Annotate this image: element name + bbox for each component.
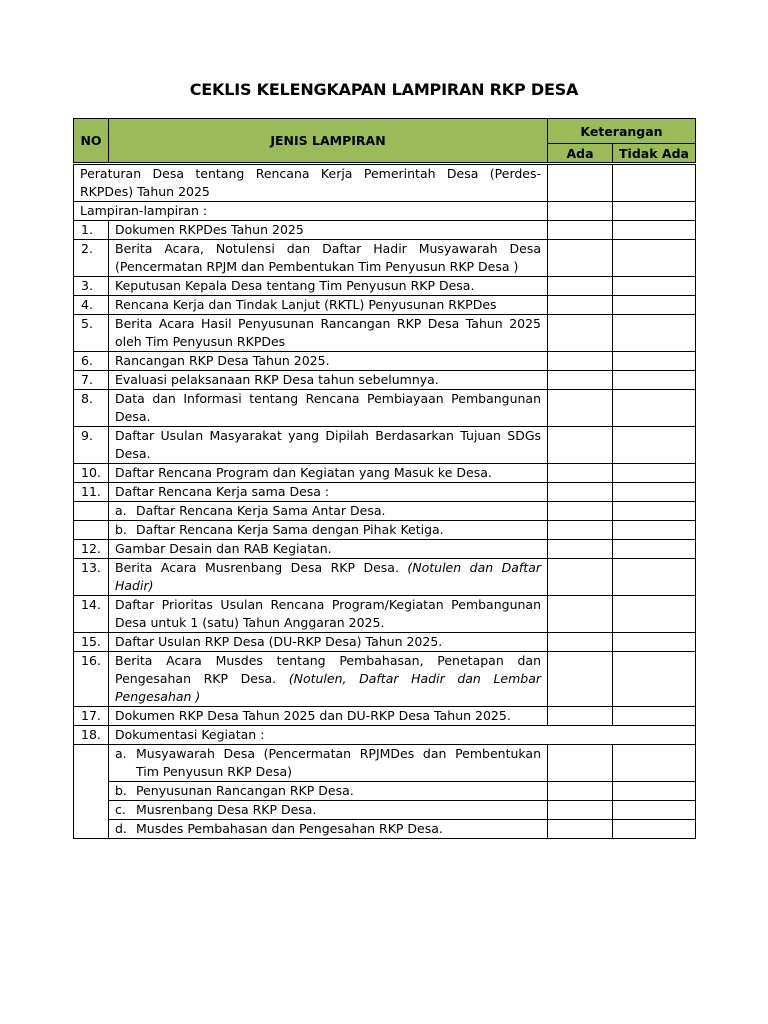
checkbox-ada[interactable]	[548, 464, 613, 483]
item-number: 11.	[74, 483, 109, 502]
checkbox-ada[interactable]	[548, 240, 613, 277]
checkbox-tidak-ada[interactable]	[613, 820, 696, 839]
checkbox-ada[interactable]	[548, 633, 613, 652]
checkbox-tidak-ada[interactable]	[613, 202, 696, 221]
table-row	[74, 296, 696, 315]
col-no-header: NO	[74, 119, 109, 163]
checkbox-tidak-ada[interactable]	[613, 315, 696, 352]
table-row	[74, 633, 696, 652]
table-row	[74, 464, 696, 483]
checkbox-tidak-ada[interactable]	[613, 464, 696, 483]
item-text: Daftar Usulan Masyarakat yang Dipilah Berdasarkan Tujuan SDGs Desa.	[109, 427, 548, 464]
item-number: 17.	[74, 707, 109, 726]
table-row	[74, 559, 696, 596]
checkbox-ada[interactable]	[548, 202, 613, 221]
checkbox-tidak-ada[interactable]	[613, 165, 696, 202]
item-number: 6.	[74, 352, 109, 371]
table-row	[74, 483, 696, 502]
item-text: Daftar Rencana Kerja sama Desa :	[109, 483, 548, 502]
item-number: 12.	[74, 540, 109, 559]
checkbox-ada[interactable]	[548, 559, 613, 596]
checkbox-ada[interactable]	[548, 352, 613, 371]
checkbox-ada[interactable]	[548, 820, 613, 839]
checkbox-ada[interactable]	[548, 782, 613, 801]
item-number: 2.	[74, 240, 109, 277]
checkbox-ada[interactable]	[548, 296, 613, 315]
col-jenis-header: JENIS LAMPIRAN	[109, 119, 548, 163]
checkbox-tidak-ada[interactable]	[613, 221, 696, 240]
table-row	[74, 745, 696, 782]
checkbox-tidak-ada[interactable]	[613, 707, 696, 726]
item-text: Evaluasi pelaksanaan RKP Desa tahun sebelumnya.	[109, 371, 548, 390]
sub-item-letter: b.	[115, 783, 127, 798]
item-text: Rencana Kerja dan Tindak Lanjut (RKTL) Penyusunan RKPDes	[109, 296, 548, 315]
checkbox-ada[interactable]	[548, 521, 613, 540]
checkbox-tidak-ada[interactable]	[613, 502, 696, 521]
item-text: Daftar Usulan RKP Desa (DU-RKP Desa) Tahun 2025.	[109, 633, 548, 652]
header-table	[73, 118, 696, 163]
checkbox-tidak-ada[interactable]	[613, 296, 696, 315]
checkbox-tidak-ada[interactable]	[613, 371, 696, 390]
checkbox-ada[interactable]	[548, 390, 613, 427]
item-number: 15.	[74, 633, 109, 652]
intro-text: Peraturan Desa tentang Rencana Kerja Pemerintah Desa (Perdes-RKPDes) Tahun 2025	[74, 165, 548, 202]
item-number: 13.	[74, 559, 109, 596]
col-ada-header: Ada	[548, 144, 613, 163]
item-text: Data dan Informasi tentang Rencana Pembiayaan Pembangunan Desa.	[109, 390, 548, 427]
checkbox-tidak-ada[interactable]	[613, 745, 696, 782]
table-row	[74, 371, 696, 390]
checkbox-ada[interactable]	[548, 221, 613, 240]
checkbox-tidak-ada[interactable]	[613, 240, 696, 277]
sub-item-text: Daftar Rencana Kerja Sama Antar Desa.	[136, 503, 386, 518]
col-tidak-ada-header: Tidak Ada	[613, 144, 696, 163]
table-row	[74, 726, 696, 745]
table-row	[74, 782, 696, 801]
item-text: Berita Acara Musrenbang Desa RKP Desa. (Notulen dan Daftar Hadir)	[109, 559, 548, 596]
table-row	[74, 390, 696, 427]
checkbox-tidak-ada[interactable]	[613, 483, 696, 502]
checkbox-tidak-ada[interactable]	[613, 559, 696, 596]
checkbox-tidak-ada[interactable]	[613, 540, 696, 559]
lampiran-label: Lampiran-lampiran :	[74, 202, 548, 221]
checkbox-ada[interactable]	[548, 315, 613, 352]
table-row	[74, 277, 696, 296]
item-text: Dokumentasi Kegiatan :	[109, 726, 696, 745]
checkbox-tidak-ada[interactable]	[613, 633, 696, 652]
checkbox-ada[interactable]	[548, 427, 613, 464]
checkbox-tidak-ada[interactable]	[613, 277, 696, 296]
table-row	[74, 315, 696, 352]
item-text: Gambar Desain dan RAB Kegiatan.	[109, 540, 548, 559]
checkbox-ada[interactable]	[548, 596, 613, 633]
table-row	[74, 221, 696, 240]
sub-item-letter: b.	[115, 522, 127, 537]
table-row	[74, 707, 696, 726]
item-number: 3.	[74, 277, 109, 296]
table-row	[74, 820, 696, 839]
item-text: Dokumen RKP Desa Tahun 2025 dan DU-RKP Desa Tahun 2025.	[109, 707, 548, 726]
table-row	[74, 540, 696, 559]
table-row	[74, 352, 696, 371]
item-text: Daftar Prioritas Usulan Rencana Program/Kegiatan Pembangunan Desa untuk 1 (satu) Tahun Anggaran 2025.	[109, 596, 548, 633]
sub-item-text: Musdes Pembahasan dan Pengesahan RKP Desa.	[136, 821, 443, 836]
item-number: 4.	[74, 296, 109, 315]
sub-item-letter: a.	[115, 503, 127, 518]
sub-item-text: Daftar Rencana Kerja Sama dengan Pihak Ketiga.	[136, 522, 444, 537]
checkbox-tidak-ada[interactable]	[613, 427, 696, 464]
table-row	[74, 427, 696, 464]
item-number: 9.	[74, 427, 109, 464]
item-text: Rancangan RKP Desa Tahun 2025.	[109, 352, 548, 371]
checkbox-tidak-ada[interactable]	[613, 390, 696, 427]
item-number: 8.	[74, 390, 109, 427]
checkbox-tidak-ada[interactable]	[613, 652, 696, 707]
table-row	[74, 521, 696, 540]
item-text: Dokumen RKPDes Tahun 2025	[109, 221, 548, 240]
checkbox-ada[interactable]	[548, 371, 613, 390]
item-text: Berita Acara Musdes tentang Pembahasan, Penetapan dan Pengesahan RKP Desa. (Notulen, Daftar Hadir dan Lembar Pengesahan )	[109, 652, 548, 707]
sub-item-letter: c.	[115, 802, 126, 817]
item-number: 14.	[74, 596, 109, 633]
item-note: (Notulen, Daftar Hadir dan Lembar Pengesahan )	[115, 671, 542, 704]
table-row	[74, 596, 696, 633]
item-number: 1.	[74, 221, 109, 240]
item-text: Berita Acara Hasil Penyusunan Rancangan RKP Desa Tahun 2025 oleh Tim Penyusun RKPDes	[109, 315, 548, 352]
item-number: 10.	[74, 464, 109, 483]
table-row	[74, 801, 696, 820]
item-number: 16.	[74, 652, 109, 707]
table-row	[74, 502, 696, 521]
col-keterangan-header: Keterangan	[548, 119, 696, 144]
checkbox-tidak-ada[interactable]	[613, 782, 696, 801]
sub-item-text: Musyawarah Desa (Pencermatan RPJMDes dan Pembentukan Tim Penyusun RKP Desa)	[136, 746, 542, 779]
checkbox-tidak-ada[interactable]	[613, 521, 696, 540]
checkbox-ada[interactable]	[548, 165, 613, 202]
item-number: 7.	[74, 371, 109, 390]
sub-item-text: Musrenbang Desa RKP Desa.	[136, 802, 317, 817]
checkbox-ada[interactable]	[548, 707, 613, 726]
table-row	[74, 240, 696, 277]
checkbox-tidak-ada[interactable]	[613, 352, 696, 371]
sub-item-letter: a.	[115, 746, 127, 761]
item-text: Berita Acara, Notulensi dan Daftar Hadir Musyawarah Desa (Pencermatan RPJM dan Pembentukan Tim Penyusun RKP Desa )	[109, 240, 548, 277]
table-row	[74, 652, 696, 707]
checkbox-ada[interactable]	[548, 652, 613, 707]
item-text: Keputusan Kepala Desa tentang Tim Penyusun RKP Desa.	[109, 277, 548, 296]
item-number: 18.	[74, 726, 109, 745]
sub-item-text: Penyusunan Rancangan RKP Desa.	[136, 783, 354, 798]
checkbox-ada[interactable]	[548, 502, 613, 521]
checkbox-tidak-ada[interactable]	[613, 596, 696, 633]
checkbox-ada[interactable]	[548, 540, 613, 559]
checkbox-ada[interactable]	[548, 801, 613, 820]
checkbox-tidak-ada[interactable]	[613, 801, 696, 820]
item-number: 5.	[74, 315, 109, 352]
sub-item-letter: d.	[115, 821, 127, 836]
item-text: Daftar Rencana Program dan Kegiatan yang Masuk ke Desa.	[109, 464, 548, 483]
table-row	[74, 202, 696, 221]
checkbox-ada[interactable]	[548, 483, 613, 502]
checkbox-ada[interactable]	[548, 277, 613, 296]
checkbox-ada[interactable]	[548, 745, 613, 782]
page-title: CEKLIS KELENGKAPAN LAMPIRAN RKP DESA	[189, 80, 579, 99]
item-note: (Notulen dan Daftar Hadir)	[115, 560, 541, 593]
table-row	[74, 165, 696, 202]
checklist-table	[73, 164, 696, 839]
